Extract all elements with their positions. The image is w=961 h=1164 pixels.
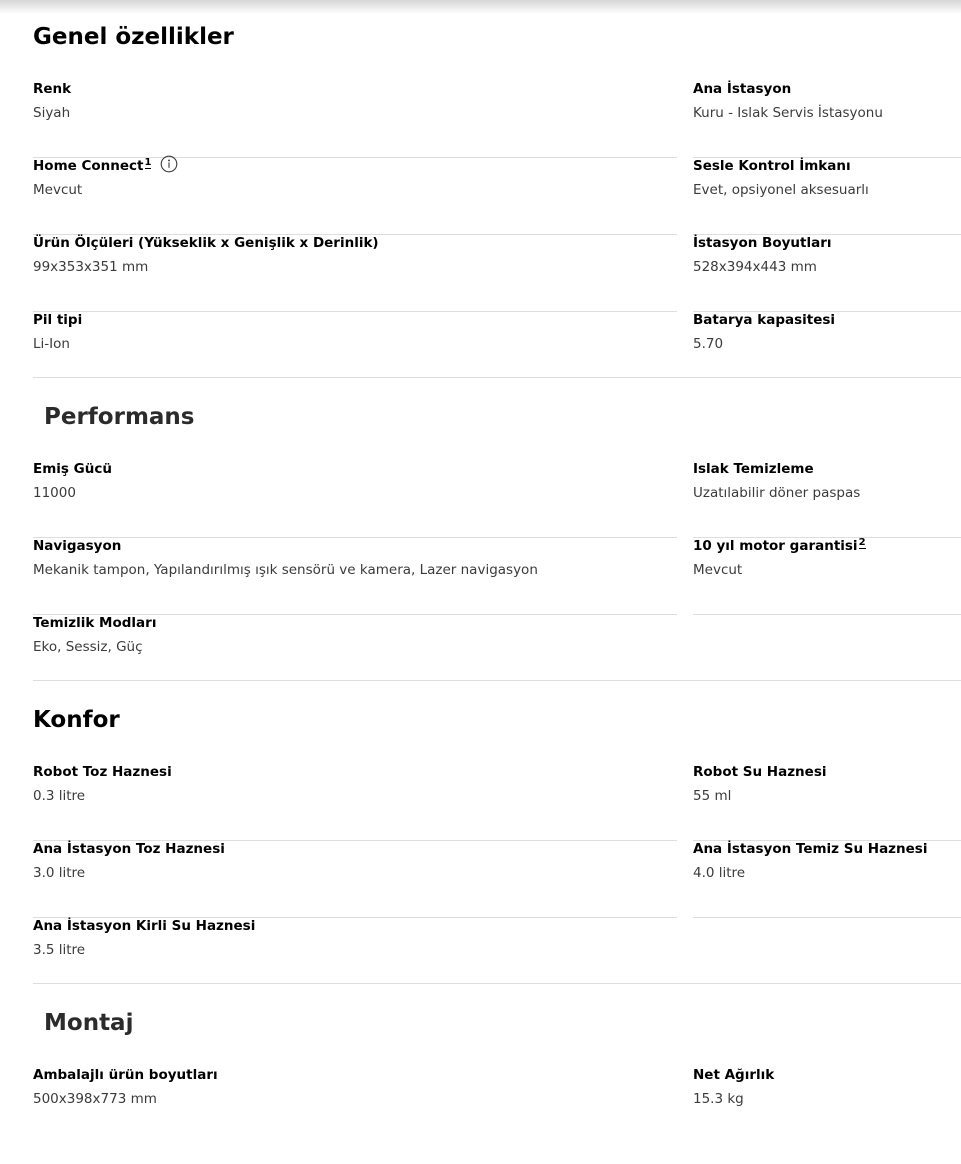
spec-label: Net Ağırlık [693, 1067, 775, 1083]
spec-label: Ürün Ölçüleri (Yükseklik x Genişlik x Derinlik) [33, 235, 379, 251]
spec-label: Pil tipi [33, 312, 83, 328]
section-title-installation: Montaj [44, 1010, 134, 1036]
section-divider [33, 983, 961, 984]
spec-robot-dust-bin [33, 763, 677, 841]
spec-value: Mekanik tampon, Yapılandırılmış ışık sensörü ve kamera, Lazer navigasyon [33, 562, 538, 578]
spec-label: Temizlik Modları [33, 615, 157, 631]
spec-voice-control [693, 157, 961, 235]
spec-label: Sesle Kontrol İmkanı [693, 158, 851, 174]
spec-value: Evet, opsiyonel aksesuarlı [693, 182, 869, 198]
spec-label-with-footnote [693, 537, 866, 555]
section-title-general: Genel özellikler [33, 24, 234, 50]
spec-value: 528x394x443 mm [693, 259, 817, 275]
spec-station-dust-bin [33, 840, 677, 918]
section-title-performance: Performans [44, 404, 195, 430]
spec-label-text: 10 yıl motor garantisi [693, 538, 858, 554]
spec-product-dimensions [33, 234, 677, 312]
spec-value: 500x398x773 mm [33, 1091, 157, 1107]
spec-label: Renk [33, 81, 72, 97]
spec-label: Robot Toz Haznesi [33, 764, 172, 780]
spec-value: 55 ml [693, 788, 732, 804]
spec-label: Ana İstasyon Toz Haznesi [33, 841, 225, 857]
spec-net-weight [693, 1066, 961, 1143]
spec-label-text: Home Connect [33, 158, 144, 174]
spec-label: Robot Su Haznesi [693, 764, 827, 780]
section-divider [33, 680, 961, 681]
section-divider [33, 377, 961, 378]
spec-value: 4.0 litre [693, 865, 746, 881]
spec-label: Ana İstasyon [693, 81, 792, 97]
spec-home-connect [33, 157, 677, 235]
spec-station-clean-water-tank [693, 840, 961, 918]
spec-suction-power [33, 460, 677, 538]
spec-value: Li-Ion [33, 336, 70, 352]
spec-label: Ambalajlı ürün boyutları [33, 1067, 218, 1083]
spec-label: Emiş Gücü [33, 461, 112, 477]
spec-station-dimensions [693, 234, 961, 312]
spec-navigation [33, 537, 677, 615]
section-title-comfort: Konfor [33, 707, 120, 733]
spec-value: Mevcut [33, 182, 83, 198]
spec-packaged-dimensions [33, 1066, 677, 1143]
spec-label: Navigasyon [33, 538, 122, 554]
spec-value: 3.5 litre [33, 942, 86, 958]
spec-base-station [693, 80, 961, 158]
spec-motor-warranty [693, 537, 961, 615]
spec-label: İstasyon Boyutları [693, 235, 832, 251]
spec-value: Siyah [33, 105, 71, 121]
spec-wet-cleaning [693, 460, 961, 538]
spec-color [33, 80, 677, 158]
spec-value: Kuru - Islak Servis İstasyonu [693, 105, 883, 121]
header-shadow [0, 0, 961, 14]
spec-label: Islak Temizleme [693, 461, 814, 477]
spec-label: Batarya kapasitesi [693, 312, 836, 328]
footnote-link-1[interactable]: 1 [144, 156, 152, 168]
spec-label: Ana İstasyon Temiz Su Haznesi [693, 841, 928, 857]
footnote-link-2[interactable]: 2 [858, 536, 866, 548]
spec-value: 0.3 litre [33, 788, 86, 804]
spec-value: 11000 [33, 485, 76, 501]
spec-robot-water-tank [693, 763, 961, 841]
spec-label: Ana İstasyon Kirli Su Haznesi [33, 918, 256, 934]
spec-value: Eko, Sessiz, Güç [33, 639, 143, 655]
spec-value: 99x353x351 mm [33, 259, 149, 275]
spec-value: 5.70 [693, 336, 724, 352]
spec-value: Uzatılabilir döner paspas [693, 485, 861, 501]
spec-value: 3.0 litre [33, 865, 86, 881]
info-icon[interactable] [160, 155, 178, 173]
spec-label-with-footnote [33, 157, 151, 175]
spec-value: Mevcut [693, 562, 743, 578]
spec-value: 15.3 kg [693, 1091, 744, 1107]
